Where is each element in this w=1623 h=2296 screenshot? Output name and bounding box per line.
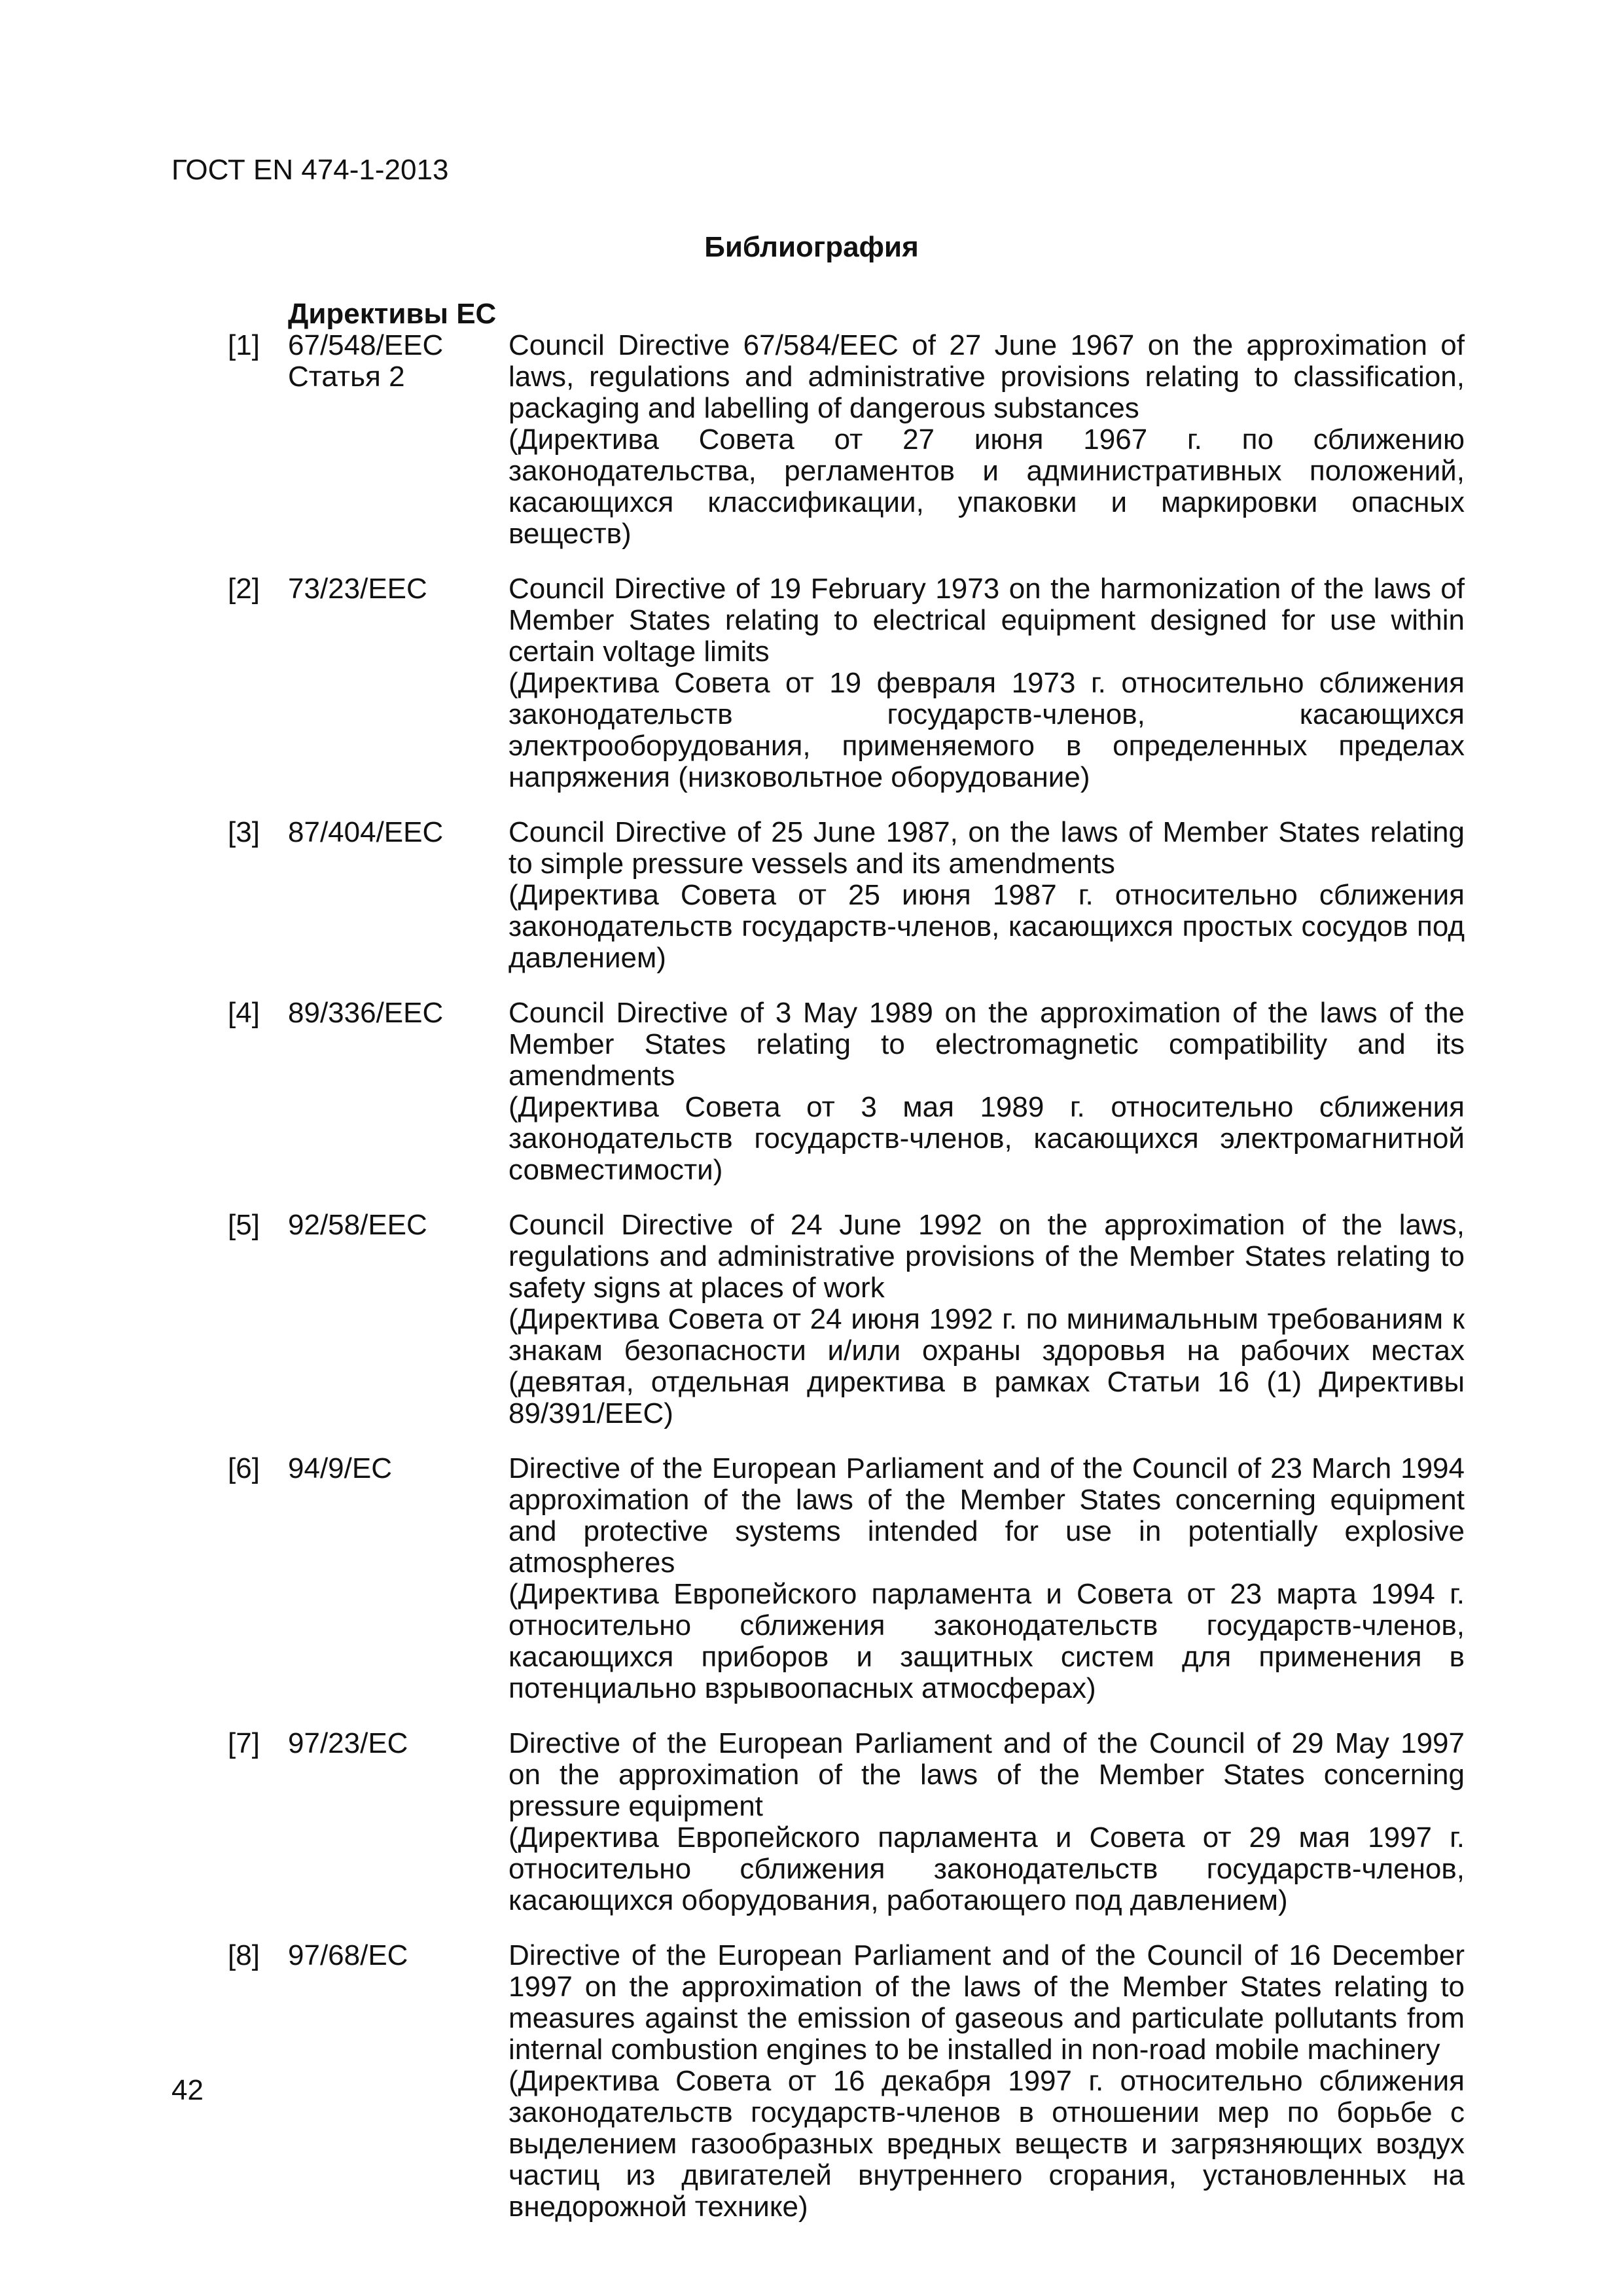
entry-code: 87/404/EEC [288,816,444,848]
standard-header: ГОСТ EN 474-1-2013 [171,154,449,186]
entry-code-block [288,573,497,605]
entry-russian-text: (Директива Европейского парламента и Совета от 29 мая 1997 г. относительно сближения законодательств государств-членов, касающихся оборудования, работающего под давлением) [508,1821,1465,1916]
entry-english-text: Directive of the European Parliament and of the Council of 23 March 1994 approximation of the laws of the Member States concerning equipment and protective systems intended for use in potentially explosive atmospheres [508,1452,1465,1579]
entry-description [508,330,1465,550]
entry-code-block [288,997,497,1029]
entry-code-block [288,817,497,848]
entry-description [508,817,1465,974]
entry-russian-text: (Директива Совета от 25 июня 1987 г. относительно сближения законодательств государств-членов, касающихся простых сосудов под давлением) [508,879,1465,974]
entry-number: [5] [228,1209,260,1241]
entry-code: 92/58/EEC [288,1209,427,1241]
entry-number: [6] [228,1452,260,1484]
entry-description [508,1453,1465,1704]
entry-description [508,1940,1465,2223]
entry-number: [1] [228,329,260,361]
entry-english-text: Council Directive of 25 June 1987, on the laws of Member States relating to simple pressure vessels and its amendments [508,816,1465,880]
entry-number: [3] [228,816,260,848]
entry-description [508,1210,1465,1429]
bibliography-entry [0,573,1623,793]
entry-code: 94/9/EC [288,1452,392,1484]
entry-code: 97/23/EC [288,1727,408,1759]
entry-english-text: Directive of the European Parliament and of the Council of 16 December 1997 on the approximation of the laws of the Member States relating to measures against the emission of gaseous and particulate pollutants from internal combustion engines to be installed in non-road mobile machinery [508,1939,1465,2066]
entry-russian-text: (Директива Совета от 3 мая 1989 г. относительно сближения законодательств государств-членов, касающихся электромагнитной совместимости) [508,1091,1465,1186]
entry-number: [2] [228,573,260,605]
entry-subcode: Статья 2 [288,361,405,393]
entry-description [508,573,1465,793]
entry-english-text: Council Directive of 24 June 1992 on the approximation of the laws, regulations and administrative provisions of the Member States relating to safety signs at places of work [508,1209,1465,1304]
entry-english-text: Council Directive of 3 May 1989 on the approximation of the laws of the Member States relating to electromagnetic compatibility and its amendments [508,997,1465,1092]
entry-code-block [288,330,497,393]
entry-code: 67/548/EEC [288,329,444,361]
entry-russian-text: (Директива Совета от 19 февраля 1973 г. относительно сближения законодательств государств-членов, касающихся электрооборудования, применяемого в определенных пределах напряжения (низковольтное оборудование) [508,667,1465,793]
bibliography-entry [0,817,1623,974]
entry-code: 73/23/EEC [288,573,427,605]
entry-russian-text: (Директива Совета от 24 июня 1992 г. по минимальным требованиям к знакам безопасности и/или охраны здоровья на рабочих местах (девятая, отдельная директива в рамках Статьи 16 (1) Директивы 89/391/EEC) [508,1303,1465,1429]
bibliography-entry [0,330,1623,550]
page-number: 42 [171,2074,204,2106]
bibliography-entry [0,1453,1623,1704]
bibliography-entry [0,1728,1623,1916]
bibliography-title: Библиография [704,231,919,263]
group-label: Директивы ЕС [288,298,497,330]
entry-description [508,1728,1465,1916]
entry-description [508,997,1465,1186]
entry-code: 97/68/EC [288,1939,408,1971]
entry-code-block [288,1728,497,1759]
bibliography-entry [0,997,1623,1186]
entry-code: 89/336/EEC [288,997,444,1029]
entry-number: [7] [228,1727,260,1759]
bibliography-list [0,330,1623,2246]
entry-code-block [288,1210,497,1241]
entry-number: [4] [228,997,260,1029]
entry-russian-text: (Директива Совета от 27 июня 1967 г. по сближению законодательства, регламентов и административных положений, касающихся классификации, упаковки и маркировки опасных веществ) [508,423,1465,550]
entry-english-text: Council Directive 67/584/EEC of 27 June 1967 on the approximation of laws, regulations and administrative provisions relating to classification, packaging and labelling of dangerous substances [508,329,1465,424]
entry-russian-text: (Директива Совета от 16 декабря 1997 г. относительно сближения законодательств государств-членов в отношении мер по борьбе с выделением газообразных вредных веществ и загрязняющих воздух частиц из двигателей внутреннего сгорания, установленных на внедорожной технике) [508,2065,1465,2223]
bibliography-entry [0,1210,1623,1429]
entry-number: [8] [228,1939,260,1971]
bibliography-entry [0,1940,1623,2223]
entry-english-text: Council Directive of 19 February 1973 on the harmonization of the laws of Member States relating to electrical equipment designed for use within certain voltage limits [508,573,1465,668]
entry-code-block [288,1453,497,1484]
entry-code-block [288,1940,497,1971]
entry-english-text: Directive of the European Parliament and of the Council of 29 May 1997 on the approximation of the laws of the Member States concerning pressure equipment [508,1727,1465,1822]
entry-russian-text: (Директива Европейского парламента и Совета от 23 марта 1994 г. относительно сближения законодательств государств-членов, касающихся приборов и защитных систем для применения в потенциально взрывоопасных атмосферах) [508,1578,1465,1704]
